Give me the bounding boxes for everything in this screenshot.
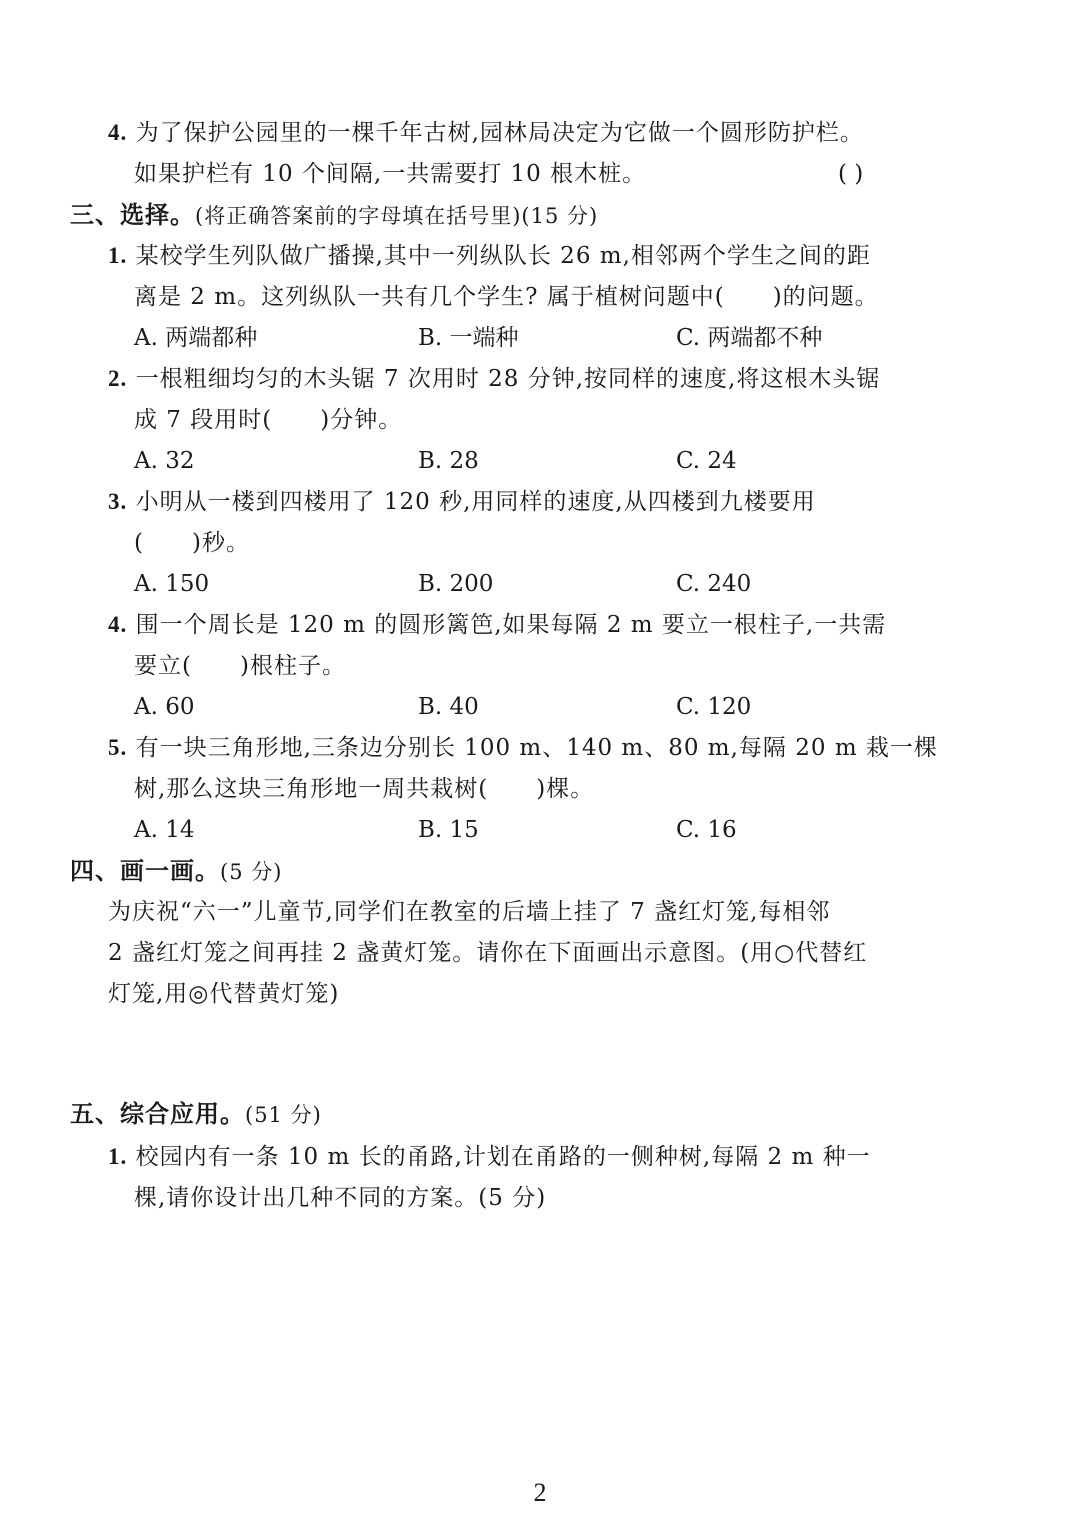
question-line-1: 围一个周长是 120 m 的圆形篱笆,如果每隔 2 m 要立一根柱子,一共需 [135,612,887,638]
option-b: B. 28 [418,448,479,474]
question-line-1: 一根粗细均匀的木头锯 7 次用时 28 分钟,按同样的速度,将这根木头锯 [135,366,881,392]
option-a: A. 150 [134,571,210,597]
section-title: 四、画一画。 [70,857,220,885]
question-line-2 [134,774,594,804]
question-text [108,733,938,763]
option-a: A. 32 [134,448,195,474]
question-line-2-part-a: 要立( [134,653,192,679]
question-line-2-part-b: )根柱子。 [239,653,346,679]
section-note: (将正确答案前的字母填在括号里)(15 分) [195,204,599,228]
question-text [108,118,864,148]
question-line-1: 为了保护公园里的一棵千年古树,园林局决定为它做一个圆形防护栏。 [135,120,864,146]
question-line-1: 校园内有一条 10 m 长的甬路,计划在甬路的一侧种树,每隔 2 m 种一 [135,1144,871,1170]
page-number: 2 [533,1478,547,1507]
question-line-2-part-a: 成 7 段用时( [134,407,273,433]
answer-paren[interactable]: ( ) [838,161,864,187]
question-line-2 [134,405,402,435]
question-text [108,241,871,271]
question-text [108,1142,871,1172]
section-heading [70,856,282,887]
question-line-1: 某校学生列队做广播操,其中一列纵队长 26 m,相邻两个学生之间的距 [135,243,871,269]
question-number: 1. [108,243,128,268]
paragraph-line-3: 灯笼,用◎代替黄灯笼) [108,981,340,1007]
question-line-2-part-b: )分钟。 [320,407,403,433]
question-number: 3. [108,489,128,514]
section-title: 三、选择。 [70,201,195,229]
option-c: C. 两端都不种 [676,325,823,351]
question-text [108,487,816,517]
option-c: C. 120 [676,694,752,720]
option-a: A. 两端都种 [134,325,258,351]
question-line-2: 棵,请你设计出几种不同的方案。(5 分) [134,1185,547,1211]
section-note: (5 分) [220,860,283,884]
question-number: 4. [108,120,128,145]
question-line-1: 有一块三角形地,三条边分别长 100 m、140 m、80 m,每隔 20 m 栽一棵 [135,735,938,761]
section-heading [70,200,598,231]
option-c: C. 240 [676,571,752,597]
option-a: A. 14 [134,817,195,843]
question-line-2 [134,282,879,312]
question-number: 4. [108,612,128,637]
question-text [108,364,880,394]
question-line-2 [134,528,250,558]
question-number: 1. [108,1144,128,1169]
question-number: 5. [108,735,128,760]
question-line-2-part-a: 离是 2 m。这列纵队一共有几个学生? 属于植树问题中( [134,284,725,310]
option-a: A. 60 [134,694,195,720]
option-b: B. 15 [418,817,479,843]
question-line-1: 小明从一楼到四楼用了 120 秒,用同样的速度,从四楼到九楼要用 [135,489,816,515]
option-c: C. 16 [676,817,737,843]
question-number: 2. [108,366,128,391]
option-b: B. 40 [418,694,479,720]
section-title: 五、综合应用。 [70,1100,245,1128]
question-line-2-part-a: ( [134,530,144,556]
question-line-2: 如果护栏有 10 个间隔,一共需要打 10 根木桩。 [134,161,647,187]
question-text [108,610,886,640]
paragraph-line-1: 为庆祝“六一”儿童节,同学们在教室的后墙上挂了 7 盏红灯笼,每相邻 [108,899,831,925]
option-c: C. 24 [676,448,737,474]
paragraph-line-2: 2 盏红灯笼之间再挂 2 盏黄灯笼。请你在下面画出示意图。(用○代替红 [108,940,868,966]
question-line-2-part-b: )棵。 [536,776,595,802]
section-note: (51 分) [245,1103,322,1127]
section-heading [70,1099,322,1130]
option-b: B. 一端种 [418,325,519,351]
question-line-2-part-b: )的问题。 [772,284,879,310]
option-b: B. 200 [418,571,494,597]
question-line-2-part-a: 树,那么这块三角形地一周共栽树( [134,776,489,802]
question-line-2 [134,651,346,681]
question-line-2-part-b: )秒。 [191,530,250,556]
